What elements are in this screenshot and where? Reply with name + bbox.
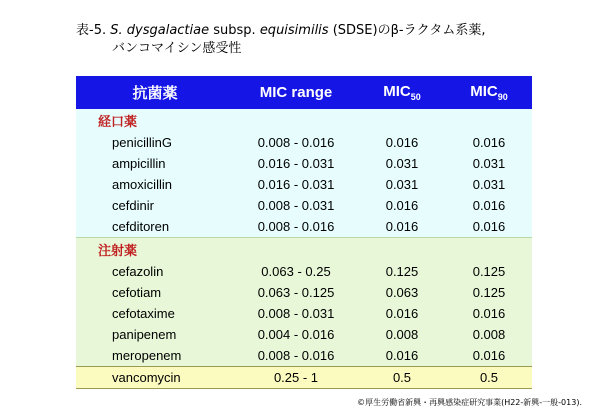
cell-range: 0.25 - 1	[234, 367, 358, 389]
cell-mic50: 0.5	[358, 367, 446, 389]
cell-drug: panipenem	[76, 324, 234, 345]
table-row	[76, 153, 532, 174]
copyright-footer: ©厚生労働省新興・再興感染症研究事業(H22-新興-一般-013).	[357, 398, 582, 407]
table-header	[76, 76, 532, 109]
table-row	[76, 216, 532, 238]
mic-table	[76, 76, 532, 389]
table-caption	[76, 22, 485, 58]
cell-mic50: 0.008	[358, 324, 446, 345]
cell-mic50: 0.125	[358, 261, 446, 282]
table-row	[76, 261, 532, 282]
cell-range: 0.016 - 0.031	[234, 153, 358, 174]
vancomycin-row	[76, 367, 532, 389]
cell-drug: cefazolin	[76, 261, 234, 282]
table-row	[76, 324, 532, 345]
cell-drug: cefotiam	[76, 282, 234, 303]
cell-drug: cefotaxime	[76, 303, 234, 324]
cell-drug: cefditoren	[76, 216, 234, 238]
cell-drug: ampicillin	[76, 153, 234, 174]
header-mic50	[358, 76, 446, 109]
table-row	[76, 282, 532, 303]
caption-line-1	[76, 22, 485, 40]
header-mic-range: MIC range	[234, 76, 358, 109]
cell-range: 0.008 - 0.031	[234, 195, 358, 216]
cell-mic50: 0.016	[358, 132, 446, 153]
header-mic90	[446, 76, 532, 109]
cell-mic50: 0.016	[358, 303, 446, 324]
cell-mic90: 0.031	[446, 153, 532, 174]
header-mic50-base: MIC	[383, 83, 411, 100]
cell-drug: meropenem	[76, 345, 234, 367]
cell-mic90: 0.016	[446, 132, 532, 153]
cell-range: 0.008 - 0.016	[234, 216, 358, 238]
cell-mic90: 0.016	[446, 303, 532, 324]
cell-mic50: 0.031	[358, 153, 446, 174]
table-row	[76, 132, 532, 153]
caption-prefix: 表-5.	[76, 23, 107, 38]
table-body	[76, 109, 532, 389]
header-mic50-sub: 50	[410, 92, 421, 102]
cell-mic90: 0.008	[446, 324, 532, 345]
cell-range: 0.004 - 0.016	[234, 324, 358, 345]
cell-drug: penicillinG	[76, 132, 234, 153]
header-mic90-base: MIC	[470, 83, 498, 100]
cell-mic90: 0.016	[446, 345, 532, 367]
header-antibiotic: 抗菌薬	[76, 76, 234, 109]
cell-mic90: 0.031	[446, 174, 532, 195]
cell-mic50: 0.063	[358, 282, 446, 303]
group-header-row	[76, 109, 532, 132]
cell-mic90: 0.016	[446, 195, 532, 216]
cell-drug: vancomycin	[76, 367, 234, 389]
caption-subspecies: equisimilis	[259, 23, 329, 38]
cell-range: 0.008 - 0.016	[234, 345, 358, 367]
table-row	[76, 174, 532, 195]
caption-suffix: (SDSE)のβ-ラクタム系薬,	[332, 23, 486, 38]
table-row	[76, 303, 532, 324]
cell-mic90: 0.125	[446, 282, 532, 303]
cell-mic50: 0.031	[358, 174, 446, 195]
caption-subsp: subsp.	[213, 23, 256, 38]
cell-range: 0.008 - 0.031	[234, 303, 358, 324]
caption-line-2: バンコマイシン感受性	[112, 41, 242, 56]
group-label: 経口薬	[76, 109, 532, 132]
cell-range: 0.008 - 0.016	[234, 132, 358, 153]
header-mic90-sub: 90	[497, 92, 508, 102]
cell-range: 0.016 - 0.031	[234, 174, 358, 195]
cell-range: 0.063 - 0.25	[234, 261, 358, 282]
cell-drug: cefdinir	[76, 195, 234, 216]
cell-mic50: 0.016	[358, 345, 446, 367]
cell-mic90: 0.5	[446, 367, 532, 389]
cell-drug: amoxicillin	[76, 174, 234, 195]
cell-mic90: 0.125	[446, 261, 532, 282]
cell-mic90: 0.016	[446, 216, 532, 238]
group-header-row	[76, 238, 532, 262]
table-row	[76, 345, 532, 367]
table-row	[76, 195, 532, 216]
header-row	[76, 76, 532, 109]
cell-mic50: 0.016	[358, 216, 446, 238]
cell-mic50: 0.016	[358, 195, 446, 216]
cell-range: 0.063 - 0.125	[234, 282, 358, 303]
group-label: 注射薬	[76, 238, 532, 262]
caption-species: S. dysgalactiae	[110, 23, 210, 38]
